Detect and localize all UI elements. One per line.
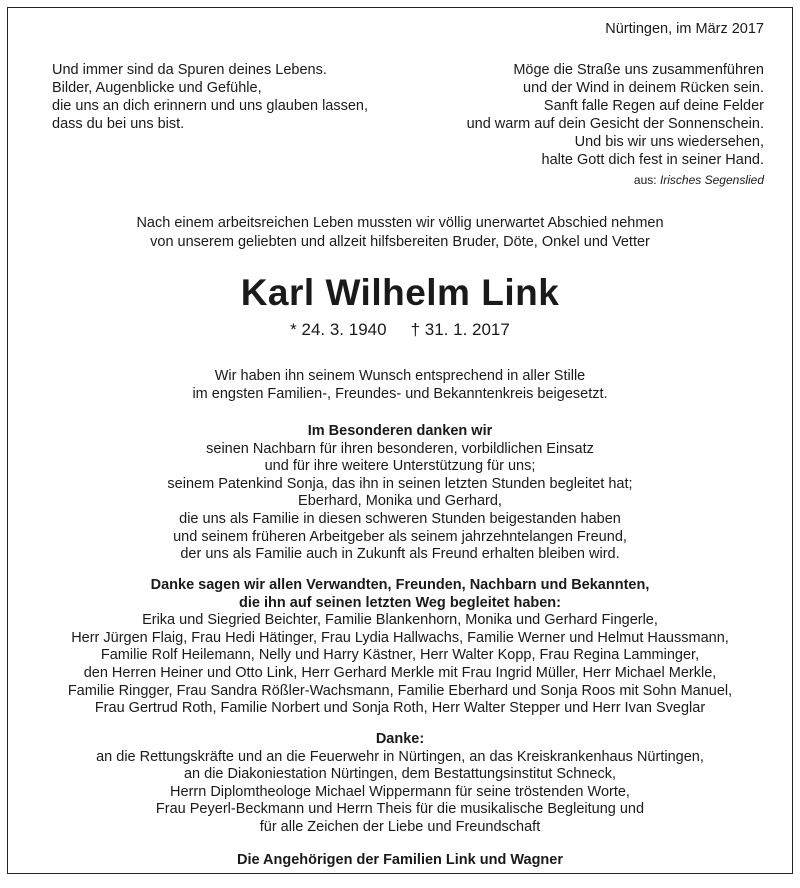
poem-right-line: Sanft falle Regen auf deine Felder <box>543 98 764 114</box>
life-dates <box>8 320 792 340</box>
thanks-all-heading: Danke sagen wir allen Verwandten, Freunden, Nachbarn und Bekannten, <box>150 577 650 593</box>
poem-right <box>467 61 764 169</box>
thanks-special-section <box>8 423 792 564</box>
thanks-all-line: Familie Rolf Heilemann, Nelly und Harry Kästner, Herr Walter Kopp, Frau Regina Lamminger, <box>100 647 700 664</box>
poem-right-line: und der Wind in deinem Rücken sein. <box>523 80 764 96</box>
thanks-all-heading: die ihn auf seinen letzten Weg begleitet haben: <box>239 594 561 611</box>
intro-text <box>8 214 792 252</box>
family-signature: Die Angehörigen der Familien Link und Wagner <box>236 852 563 868</box>
poem-left-line: die uns an dich erinnern und uns glauben lassen, <box>52 98 369 114</box>
burial-line: im engsten Familien-, Freundes- und Bekanntenkreis beigesetzt. <box>192 385 608 402</box>
obituary-notice <box>7 7 793 874</box>
poem-source <box>634 173 764 187</box>
thanks-all-line: Herr Jürgen Flaig, Frau Hedi Hätinger, Frau Lydia Hallwachs, Familie Werner und Helmut Haussmann, <box>71 629 729 646</box>
thanks-special-line: seinen Nachbarn für ihren besonderen, vorbildlichen Einsatz <box>206 440 594 457</box>
thanks-special-line: der uns als Familie auch in Zukunft als Freund erhalten bleiben wird. <box>180 546 620 563</box>
thanks-special-line: und seinem früheren Arbeitgeber als seinem jahrzehntelangen Freund, <box>173 528 627 545</box>
poem-right-line: Und bis wir uns wiedersehen, <box>574 134 764 150</box>
thanks-final-section <box>8 731 792 837</box>
thanks-all-line: Familie Ringger, Frau Sandra Rößler-Wachsmann, Familie Eberhard und Sonja Roos mit Sohn Manuel, <box>67 682 733 699</box>
birth-date: * 24. 3. 1940 <box>290 320 387 339</box>
intro-line: Nach einem arbeitsreichen Leben mussten wir völlig unerwartet Abschied nehmen <box>136 215 664 231</box>
thanks-special-heading: Im Besonderen danken wir <box>307 423 493 439</box>
intro-line: von unserem geliebten und allzeit hilfsbereiten Bruder, Döte, Onkel und Vetter <box>150 234 650 250</box>
thanks-special-line: die uns als Familie in diesen schweren Stunden beigestanden haben <box>179 510 621 527</box>
thanks-all-line: Frau Gertrud Roth, Familie Norbert und Sonja Roth, Herr Walter Stepper und Herr Ivan Sveglar <box>94 700 706 717</box>
thanks-final-line: Frau Peyerl-Beckmann und Herrn Theis für die musikalische Begleitung und <box>155 801 645 818</box>
poem-left-line: Bilder, Augenblicke und Gefühle, <box>52 80 262 96</box>
poem-right-line: und warm auf dein Gesicht der Sonnenschein. <box>466 116 764 132</box>
burial-line: Wir haben ihn seinem Wunsch entsprechend in aller Stille <box>214 368 586 384</box>
thanks-final-line: an die Rettungskräfte und an die Feuerwehr in Nürtingen, an das Kreiskrankenhaus Nürtingen, <box>96 748 704 765</box>
place-date: Nürtingen, im März 2017 <box>605 21 764 37</box>
thanks-special-line: und für ihre weitere Unterstützung für uns; <box>264 458 536 475</box>
thanks-special-line: Eberhard, Monika und Gerhard, <box>298 493 502 510</box>
source-title: Irisches Segenslied <box>659 173 764 187</box>
death-date: † 31. 1. 2017 <box>410 320 510 339</box>
poem-left-line: Und immer sind da Spuren deines Lebens. <box>52 62 327 78</box>
burial-text <box>8 368 792 403</box>
thanks-final-line: an die Diakoniestation Nürtingen, dem Bestattungsinstitut Schneck, <box>183 766 617 783</box>
thanks-final-line: für alle Zeichen der Liebe und Freundschaft <box>259 818 541 835</box>
source-prefix: aus: <box>633 173 657 187</box>
deceased-name: Karl Wilhelm Link <box>240 272 560 313</box>
thanks-all-section <box>8 577 792 718</box>
poem-right-line: Möge die Straße uns zusammenführen <box>513 62 764 78</box>
thanks-special-line: seinem Patenkind Sonja, das ihn in seinen letzten Stunden begleitet hat; <box>167 475 633 492</box>
poem-left-line: dass du bei uns bist. <box>52 116 185 132</box>
thanks-final-line: Herrn Diplomtheologe Michael Wippermann für seine tröstenden Worte, <box>170 783 630 800</box>
thanks-all-line: Erika und Siegried Beichter, Familie Blankenhorn, Monika und Gerhard Fingerle, <box>142 612 658 629</box>
poem-left <box>52 61 368 133</box>
poem-right-line: halte Gott dich fest in seiner Hand. <box>541 152 764 168</box>
thanks-all-line: den Herren Heiner und Otto Link, Herr Gerhard Merkle mit Frau Ingrid Müller, Herr Michael Merkle, <box>83 664 717 681</box>
thanks-final-heading: Danke: <box>375 731 425 747</box>
